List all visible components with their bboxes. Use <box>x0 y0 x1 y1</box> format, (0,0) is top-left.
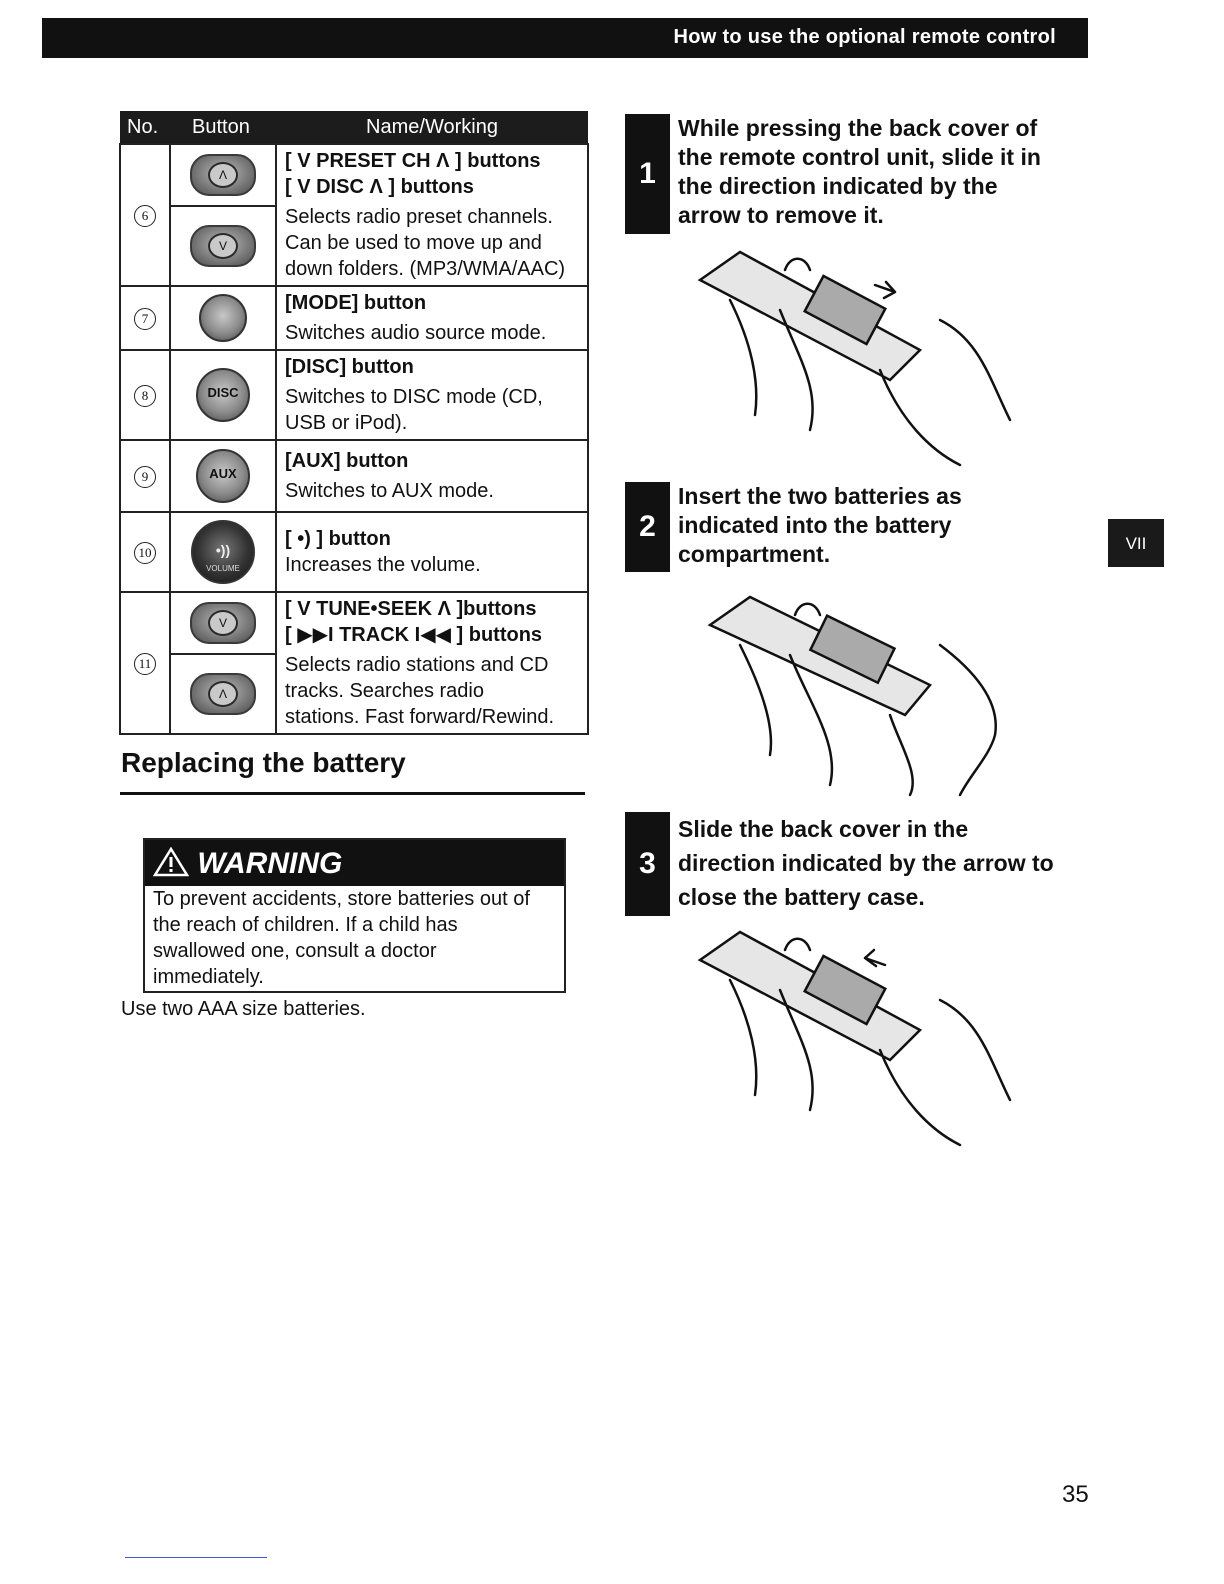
up-pill-icon: Λ <box>190 154 256 196</box>
remote-illustration-2 <box>700 585 1010 800</box>
down-pill-icon: V <box>190 225 256 267</box>
row-number: 6 <box>134 205 156 227</box>
step-number: 3 <box>625 812 670 916</box>
button-desc: down folders. (MP3/WMA/AAC) <box>285 258 566 280</box>
aux-button-icon: AUX <box>196 449 250 503</box>
button-desc: Switches to AUX mode. <box>285 480 494 502</box>
button-desc: Can be used to move up and <box>285 232 542 254</box>
button-name: [ V PRESET CH Λ ] buttons <box>285 150 541 172</box>
table-row <box>120 144 588 286</box>
button-desc: USB or iPod). <box>285 412 408 434</box>
button-name: [ V DISC Λ ] buttons <box>285 176 474 198</box>
chapter-tab: VII <box>1108 519 1164 567</box>
button-name: [ ▶▶I TRACK I◀◀ ] buttons <box>285 624 543 646</box>
warning-box <box>143 838 566 993</box>
button-name: [AUX] button <box>285 450 409 472</box>
step-text: Slide the back cover in the direction indicated by the arrow to close the battery case. <box>678 816 1054 910</box>
warning-title: WARNING <box>197 847 343 880</box>
remote-illustration-1 <box>690 240 1030 470</box>
header-no: No. <box>120 111 170 144</box>
button-desc: stations. Fast forward/Rewind. <box>285 706 554 728</box>
button-desc: Selects radio stations and CD <box>285 654 549 676</box>
warning-header <box>145 840 564 886</box>
button-name: [DISC] button <box>285 356 414 378</box>
header-bar <box>42 18 1088 58</box>
warning-line: the reach of children. If a child has <box>153 914 458 936</box>
page-number: 35 <box>1062 1481 1089 1508</box>
step-text: While pressing the back cover of the remote control unit, slide it in the direction indicated by the arrow to remove it. <box>678 115 1041 228</box>
button-name: [ •) ] button <box>285 528 391 550</box>
warning-triangle-icon <box>153 847 189 877</box>
button-desc: Switches audio source mode. <box>285 322 547 344</box>
remote-illustration-3 <box>690 920 1030 1150</box>
button-table <box>119 111 589 735</box>
row-number: 9 <box>134 466 156 488</box>
disc-button-icon: DISC <box>196 368 250 422</box>
step-2 <box>625 482 1085 569</box>
button-name: [MODE] button <box>285 292 427 314</box>
table-row <box>120 512 588 592</box>
button-desc: Increases the volume. <box>285 554 481 576</box>
volume-button-icon: •)) VOLUME <box>191 520 255 584</box>
warning-line: swallowed one, consult a doctor <box>153 940 437 962</box>
header-title: How to use the optional remote control <box>673 26 1056 48</box>
step-3 <box>625 812 1085 914</box>
table-row <box>120 440 588 512</box>
row-number: 8 <box>134 385 156 407</box>
section-title: Replacing the battery <box>121 747 406 778</box>
step-number: 2 <box>625 482 670 572</box>
step-1 <box>625 114 1085 230</box>
warning-line: To prevent accidents, store batteries out of <box>153 888 530 910</box>
button-desc: Selects radio preset channels. <box>285 206 553 228</box>
step-text: Insert the two batteries as indicated into the battery compartment. <box>678 483 962 567</box>
button-desc: Switches to DISC mode (CD, <box>285 386 543 408</box>
mode-button-icon <box>199 294 247 342</box>
step-number: 1 <box>625 114 670 234</box>
warning-text <box>145 886 564 990</box>
battery-note: Use two AAA size batteries. <box>121 998 366 1020</box>
button-desc: tracks. Searches radio <box>285 680 484 702</box>
table-row <box>120 286 588 350</box>
warning-line: immediately. <box>153 966 264 988</box>
row-number: 11 <box>134 653 156 675</box>
row-number: 7 <box>134 308 156 330</box>
table-header-row <box>120 111 588 144</box>
up-pill-icon: Λ <box>190 673 256 715</box>
table-row <box>120 350 588 440</box>
down-pill-icon: V <box>190 602 256 644</box>
button-name: [ V TUNE•SEEK Λ ]buttons <box>285 598 537 620</box>
header-name: Name/Working <box>276 111 588 144</box>
row-number: 10 <box>134 542 156 564</box>
header-button: Button <box>170 111 276 144</box>
section-divider <box>120 792 585 795</box>
table-row <box>120 592 588 734</box>
footer-line <box>125 1557 267 1558</box>
